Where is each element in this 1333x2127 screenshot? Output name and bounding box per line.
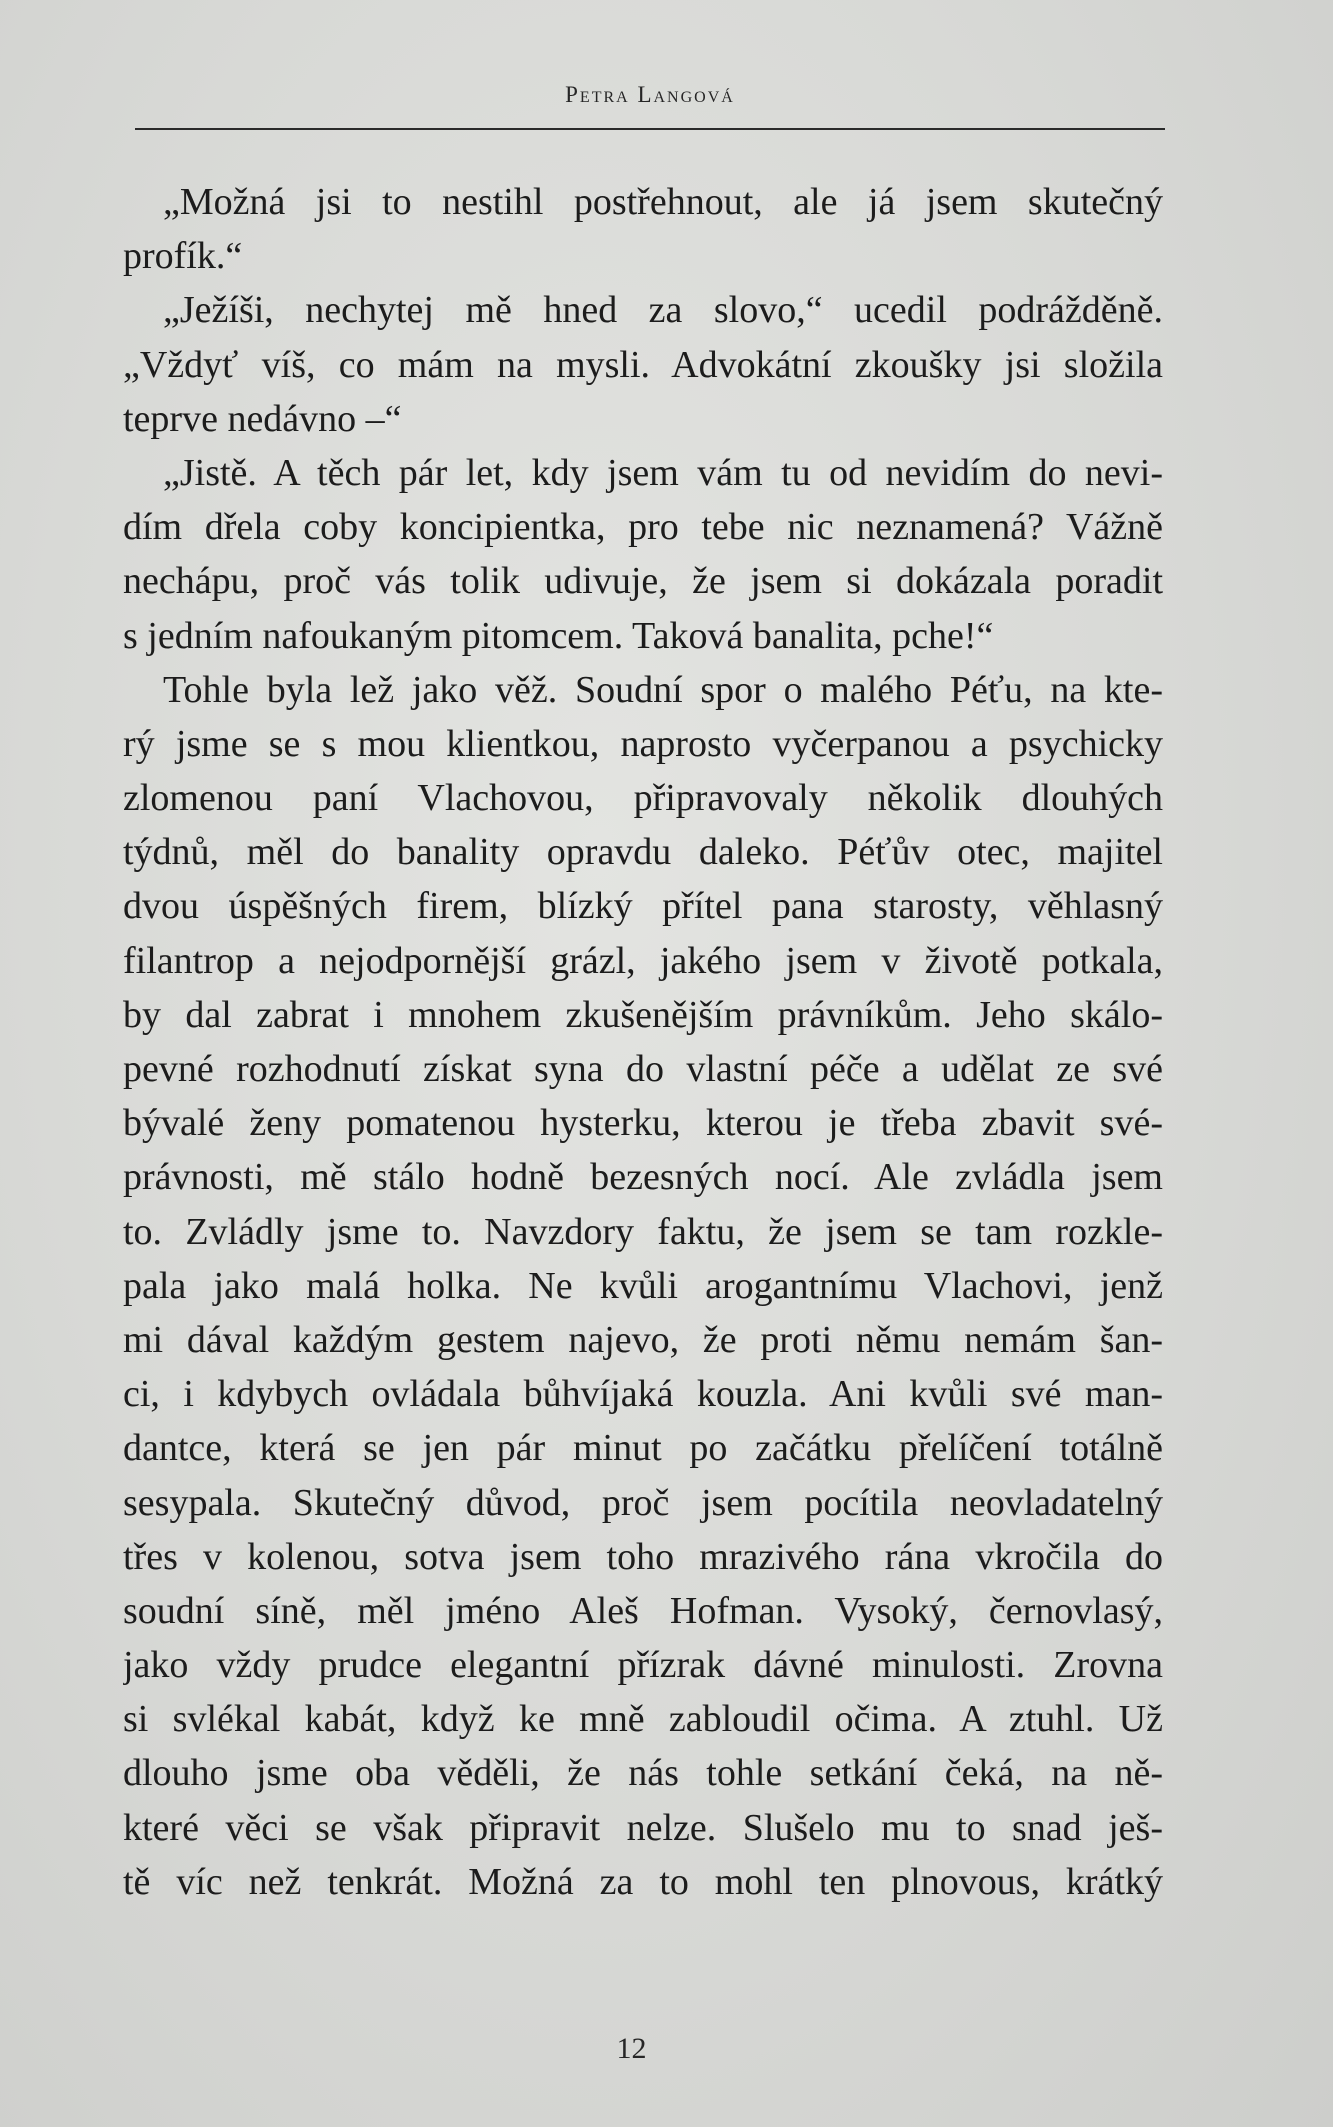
text-line: které věci se však připravit nelze. Slušelo mu to snad ješ-	[123, 1806, 1163, 1849]
text-line: to. Zvládly jsme to. Navzdory faktu, že jsem se tam rozkle-	[123, 1210, 1163, 1253]
text-line: soudní síně, měl jméno Aleš Hofman. Vysoký, černovlasý,	[123, 1589, 1163, 1632]
text-line: by dal zabrat i mnohem zkušenějším právníkům. Jeho skálo-	[123, 993, 1163, 1036]
page-number: 12	[616, 2032, 647, 2065]
text-line: třes v kolenou, sotva jsem toho mrazivého rána vkročila do	[123, 1535, 1163, 1578]
text-line: dantce, která se jen pár minut po začátku přelíčení totálně	[123, 1427, 1163, 1470]
text-line: bývalé ženy pomatenou hysterku, kterou je třeba zbavit své-	[123, 1102, 1163, 1145]
text-line: s jedním nafoukaným pitomcem. Taková banalita, pche!“	[123, 614, 994, 657]
text-line: právnosti, mě stálo hodně bezesných nocí. Ale zvládla jsem	[123, 1156, 1163, 1199]
text-line: dlouho jsme oba věděli, že nás tohle setkání čeká, na ně-	[123, 1752, 1163, 1795]
text-line: zlomenou paní Vlachovou, připravovaly několik dlouhých	[123, 777, 1163, 820]
text-line: sesypala. Skutečný důvod, proč jsem pocítila neovladatelný	[123, 1481, 1163, 1524]
text-line: rý jsme se s mou klientkou, naprosto vyčerpanou a psychicky	[123, 722, 1163, 765]
text-line: dvou úspěšných firem, blízký přítel pana starosty, věhlasný	[123, 885, 1163, 928]
text-line: „Ježíši, nechytej mě hned za slovo,“ ucedil podrážděně.	[163, 289, 1163, 332]
text-line: pevné rozhodnutí získat syna do vlastní péče a udělat ze své	[123, 1048, 1163, 1090]
header-rule	[135, 128, 1165, 130]
text-line: jako vždy prudce elegantní přízrak dávné minulosti. Zrovna	[123, 1644, 1163, 1687]
text-line: profík.“	[123, 235, 243, 278]
text-line: pala jako malá holka. Ne kvůli arogantnímu Vlachovi, jenž	[123, 1264, 1163, 1307]
text-line: „Jistě. A těch pár let, kdy jsem vám tu od nevidím do nevi-	[163, 451, 1163, 494]
text-line: ci, i kdybych ovládala bůhvíjaká kouzla. Ani kvůli své man-	[123, 1373, 1163, 1416]
text-line: dím dřela coby koncipientka, pro tebe nic neznamená? Vážně	[123, 506, 1163, 549]
text-line: si svlékal kabát, když ke mně zabloudil očima. A ztuhl. Už	[123, 1698, 1163, 1741]
text-line: týdnů, měl do banality opravdu daleko. Péťův otec, majitel	[123, 831, 1163, 874]
text-line: mi dával každým gestem najevo, že proti němu nemám šan-	[123, 1318, 1163, 1361]
running-header: Petra Langová	[565, 82, 735, 107]
text-line: filantrop a nejodpornější grázl, jakého jsem v životě potkala,	[123, 939, 1163, 982]
body-text	[123, 175, 1163, 1909]
text-line: teprve nedávno –“	[123, 397, 402, 440]
text-line: nechápu, proč vás tolik udivuje, že jsem si dokázala poradit	[123, 560, 1163, 603]
text-line: Tohle byla lež jako věž. Soudní spor o malého Péťu, na kte-	[163, 668, 1163, 711]
text-line: „Vždyť víš, co mám na mysli. Advokátní zkoušky jsi složila	[123, 343, 1163, 386]
text-line: tě víc než tenkrát. Možná za to mohl ten plnovous, krátký	[123, 1860, 1163, 1903]
text-line: „Možná jsi to nestihl postřehnout, ale já jsem skutečný	[163, 181, 1163, 223]
